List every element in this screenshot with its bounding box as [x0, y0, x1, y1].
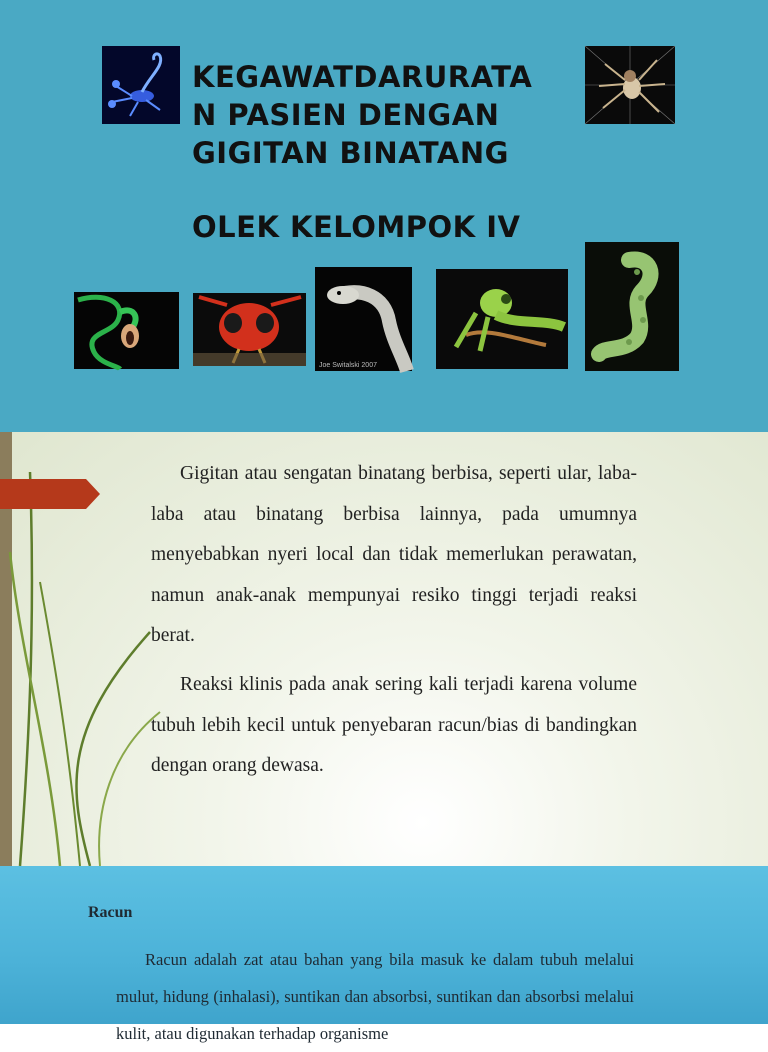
- subtitle: OLEK KELOMPOK IV: [192, 210, 521, 244]
- caterpillar-image: [585, 242, 679, 371]
- title-line: GIGITAN BINATANG: [192, 136, 509, 170]
- red-ant-image: [193, 293, 306, 366]
- white-snake-image: [315, 267, 412, 371]
- title-slide: [0, 0, 768, 432]
- racun-slide: [0, 866, 768, 1043]
- mantis-image: [436, 269, 568, 369]
- paragraph: Racun adalah zat atau bahan yang bila masuk ke dalam tubuh melalui mulut, hidung (inhalasi), suntikan dan absorbsi, suntikan dan absorbsi melalui kulit, atau digunakan terhadap organisme: [116, 950, 634, 1043]
- photo-watermark: Joe Switalski 2007: [319, 362, 377, 369]
- green-snake-image: [74, 292, 179, 369]
- content-slide: [0, 432, 768, 866]
- scorpion-image: [102, 46, 180, 124]
- title-line: KEGAWATDARURATA: [192, 60, 533, 94]
- paragraph: Reaksi klinis pada anak sering kali terjadi karena volume tubuh lebih kecil untuk penyebaran racun/bias di bandingkan dengan orang dewasa.: [151, 674, 637, 776]
- spider-image: [585, 46, 675, 124]
- arrow-tab: [0, 479, 100, 509]
- paragraph: Gigitan atau sengatan binatang berbisa, seperti ular, laba-laba atau binatang berbisa lainnya, pada umumnya menyebabkan nyeri local dan tidak memerlukan perawatan, namun anak-anak mempunyai resiko tinggi terjadi reaksi berat.: [151, 463, 637, 646]
- section-heading: Racun: [88, 904, 133, 921]
- title-line: N PASIEN DENGAN: [192, 98, 500, 132]
- title: [192, 58, 572, 172]
